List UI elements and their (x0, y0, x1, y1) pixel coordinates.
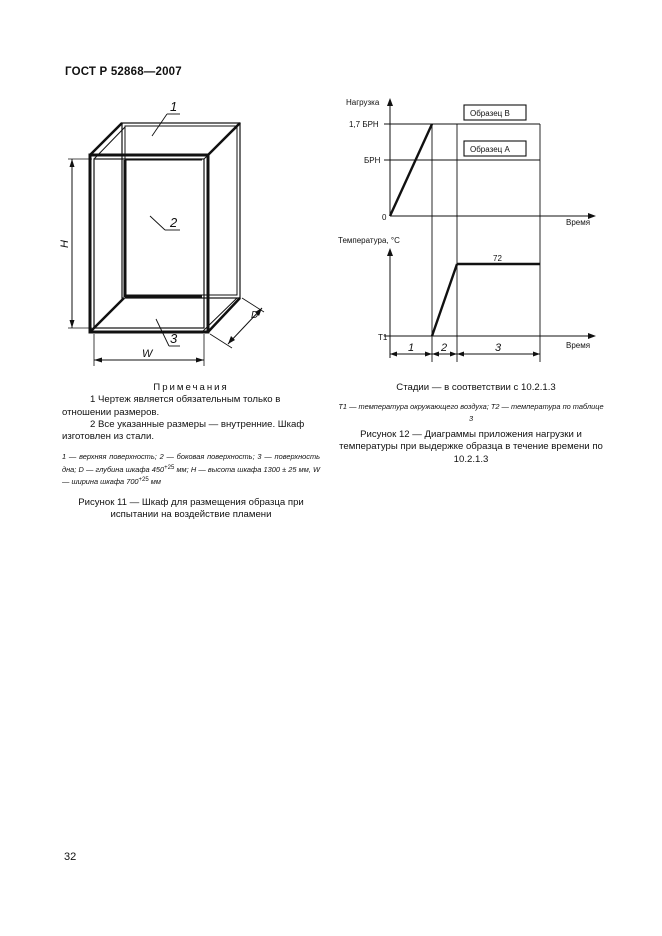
temperature-axis-label: Температура, °С (338, 236, 400, 245)
label-side-surface: 2 (170, 215, 178, 230)
figure12-caption: Рисунок 12 — Диаграммы приложения нагрузки и температуры при выдержке образца в течение времени по 10.2.1.3 (339, 429, 603, 465)
legend-part-2: мм; H — высота шкафа 1300 ± 25 мм, W — ширина шкафа 700 (62, 464, 320, 487)
load-level-brn: БРН (364, 156, 381, 165)
sample-b-label: Образец В (470, 109, 510, 118)
cabinet-front-frame (90, 155, 208, 332)
label-bottom-surface: 3 (170, 331, 178, 346)
figure12-legend: Т1 — температура окружающего воздуха; Т2 — температура по таблице 3 (338, 402, 604, 423)
figure11-caption: Рисунок 11 — Шкаф для размещения образца при испытании на воздействие пламени (78, 497, 304, 521)
stage-3-label: 3 (495, 342, 502, 354)
figure11-notes (62, 382, 320, 443)
label-depth: D (251, 310, 259, 321)
stage-1-label: 1 (408, 342, 415, 354)
figure11-legend (62, 451, 320, 488)
temperature-value-label: 72 (493, 254, 502, 263)
note-item-2: 2 Все указанные размеры — внутренние. Шкаф изготовлен из стали. (62, 418, 305, 443)
sample-a-label: Образец А (470, 145, 510, 154)
cabinet-drawing (52, 92, 282, 374)
legend-tolerance-depth: +25 (164, 464, 175, 471)
standard-header: ГОСТ Р 52868—2007 (65, 66, 182, 78)
legend-tolerance-width: +25 (138, 477, 149, 484)
label-top-surface: 1 (170, 99, 178, 114)
stage-2-label: 2 (441, 342, 448, 354)
time-axis-label-top: Время (566, 218, 591, 227)
temperature-base-label: T1 (378, 333, 388, 342)
load-temperature-diagram (330, 92, 602, 362)
page-number: 32 (64, 851, 77, 863)
load-axis-label: Нагрузка (346, 98, 380, 107)
notes-title: Примечания (153, 382, 229, 393)
load-level-high: 1,7 БРН (349, 120, 379, 129)
note-item-1: 1 Чертеж является обязательным только в отношении размеров. (62, 394, 281, 418)
stages-note: Стадии — в соответствии с 10.2.1.3 (396, 382, 556, 393)
cabinet-back-frame (122, 123, 240, 298)
label-height: H (59, 240, 71, 248)
load-level-zero: 0 (382, 213, 387, 222)
time-axis-label-bottom: Время (566, 341, 591, 350)
label-width: W (142, 348, 153, 360)
legend-part-1: 1 — верхняя поверхность; 2 — боковая поверхность; 3 — поверхность дна; D — глубина шкафа 450 (62, 452, 320, 474)
legend-part-3: мм (148, 477, 161, 487)
